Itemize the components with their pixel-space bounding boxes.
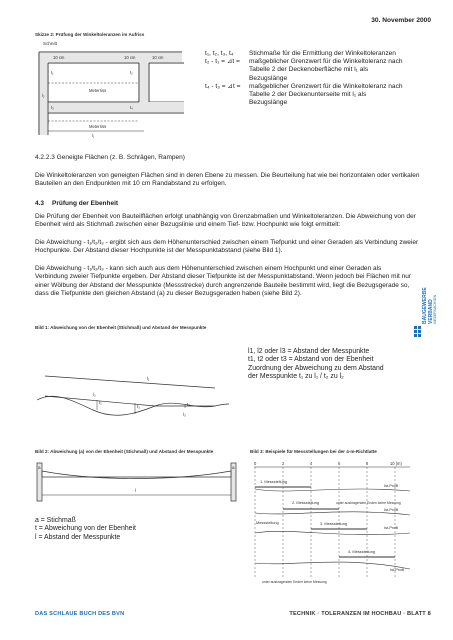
figure3-bottom-note: unter auskragenden Enden keine Messung bbox=[262, 580, 327, 584]
figure3-m3: 3. Messstellung bbox=[320, 521, 348, 526]
figure2-legend-line: a = Stichmaß bbox=[35, 517, 76, 524]
tolerance-legend bbox=[205, 50, 405, 107]
section-43-number: 4.3 bbox=[35, 200, 45, 207]
figure3-m2-note: unter auskragenden Enden keine Messung bbox=[336, 501, 401, 505]
figure3-ist2: Ist-Profil bbox=[384, 507, 399, 512]
logo-square bbox=[418, 334, 421, 337]
tolerance-text: maßgeblicher Grenzwert für die Winkeltoleranz nach Tabelle 2 der Deckenoberfläche mit l₁ als Bezugslänge bbox=[249, 58, 403, 82]
sketch2-dim1: 10 cm bbox=[53, 55, 65, 60]
tolerance-text: maßgeblicher Grenzwert für die Winkeltoleranz nach Tabelle 2 der Deckenunterseite mit l₁ als Bezugslänge bbox=[249, 82, 403, 107]
tolerance-key: t₂ - t₁ = ⊿t = bbox=[205, 58, 240, 66]
sketch2-t2: t₂ bbox=[130, 70, 133, 75]
figure3-scale-tick: 0 bbox=[254, 461, 257, 466]
sketch2-meterriss-bottom: Meterriss bbox=[89, 124, 107, 129]
page-date: 30. November 2000 bbox=[371, 17, 431, 24]
sketch2-t3: t₃ bbox=[51, 105, 54, 110]
sketch2-l1: l₁ bbox=[92, 133, 95, 138]
figure3-m-generic: Messstellung bbox=[256, 520, 279, 525]
figure1-t3: t₃ bbox=[187, 402, 191, 407]
tolerance-legend-row bbox=[205, 83, 405, 108]
figure2-legend bbox=[35, 517, 136, 542]
figure1-legend-line: t1, t2 oder t3 = Abstand von der Ebenheit bbox=[248, 356, 374, 364]
figure1-caption: Bild 1: Abweichung von der Ebenheit (Stichmaß) und Abstand der Messpunkte bbox=[35, 325, 207, 330]
figure3-ist3: Ist-Profil bbox=[384, 525, 399, 530]
ist-profile bbox=[255, 512, 410, 515]
figure2-legend-line: t = Abweichung von der Ebenheit bbox=[35, 525, 136, 533]
logo-square bbox=[418, 326, 421, 329]
reference-line-l1 bbox=[45, 376, 215, 388]
logo-line1: BAUGEWERBE bbox=[422, 287, 428, 324]
figure3-ist1: Ist-Profil bbox=[384, 483, 399, 488]
figure2-legend-line: l = Abstand der Messpunkte bbox=[35, 533, 121, 541]
figure3-m4: 4. Messstellung bbox=[348, 549, 376, 554]
logo-line2: VERBAND bbox=[428, 299, 434, 324]
footer-right: TECHNIK · TOLERANZEN IM HOCHBAU · BLATT 8 bbox=[289, 611, 431, 617]
sketch2-meterriss-top: Meterriss bbox=[89, 88, 107, 93]
logo-square bbox=[418, 330, 421, 333]
figure3-m2: 2. Messstellung bbox=[292, 500, 320, 505]
section-422-text: Die Winkeltoleranzen von geneigten Flächen sind in deren Ebene zu messen. Die Beurteilung hat wie bei horizontalen oder vertikalen Bauteilen an den Endpunkten mit 10 cm Randabstand zu erfolgen. bbox=[35, 172, 420, 188]
figure1-legend-line: Zuordnung der Abweichung zu dem Abstand bbox=[248, 364, 384, 372]
figure3-scale-tick: 10 (m) bbox=[390, 461, 402, 466]
surface-curve bbox=[42, 471, 231, 479]
tolerance-text: Stichmaße für die Ermittlung der Winkeltoleranzen bbox=[249, 50, 396, 57]
figure3-caption: Bild 3: Beispiele für Messstellungen bei der 4-m-Richtlatte bbox=[250, 449, 377, 454]
section-43-title: Prüfung der Ebenheit bbox=[52, 200, 119, 207]
figure1-l3: l₃ bbox=[183, 412, 186, 417]
sketch2-schnitt-label: Schnitt bbox=[43, 41, 58, 46]
sketch2-dim2: 10 cm bbox=[124, 55, 136, 60]
section-43-paragraph: Die Prüfung der Ebenheit von Bauteilflächen erfolgt unabhängig von Grenzabmaßen und Winkeltoleranzen. Die Abweichung von der Ebenheit wird als Stichmaß zwischen einer Bezugslinie und einem Tief- bzw. Hochpunkt wie folgt ermittelt: bbox=[35, 213, 416, 229]
figure1-legend-line: l1, l2 oder l3 = Abstand der Messpunkte bbox=[248, 348, 370, 355]
section-43-paragraph: Die Abweichung - t₁/t₂/t₃ - ergibt sich aus dem Höhenunterschied zwischen einem Tiefpunkt und einer Geraden als Verbindung zweier Hochpunkte. Der Abstand dieser Hochpunkte ist der Messpunktabstand (siehe Bild 1). bbox=[35, 239, 419, 255]
figure2-drawing bbox=[35, 459, 240, 509]
side-logo bbox=[412, 280, 436, 346]
figure1-legend-line: der Messpunkte t₁ zu l₁ / t₂ zu l₂ bbox=[248, 372, 344, 380]
ist-profile bbox=[255, 489, 410, 491]
figure1-l2: l₂ bbox=[93, 392, 96, 397]
logo-square bbox=[414, 330, 417, 333]
logo-line3: NIEDERSACHSEN bbox=[433, 294, 437, 324]
figure1-t2: t₂ bbox=[137, 404, 140, 409]
figure2-a-right: a bbox=[232, 465, 235, 470]
figure1-t1: t₁ bbox=[99, 400, 102, 405]
figure1-legend bbox=[248, 348, 413, 381]
figure1-drawing bbox=[35, 336, 230, 436]
tolerance-key: t₁, t₂, t₃, t₄ bbox=[205, 50, 234, 57]
sketch2-l2: l₂ bbox=[42, 93, 45, 98]
figure3-ist4: Ist-Profil bbox=[390, 567, 405, 572]
figure3-scale-tick: 2 bbox=[282, 461, 285, 466]
section-43-paragraph: Die Abweichung - t₁/t₂/t₃ - kann sich auch aus dem Höhenunterschied zwischen einem Hochpunkt und einer Geraden als Verbindung zweier Tiefpunkte ergeben. Der Abstand dieser Tiefpunkte ist der Messpunktabstand. Wenn jedoch bei Flächen mit nur einer Wölbung der Abstand der Messpunkte (Messstrecke) durch angrenzende Bauteile bestimmt wird, liegt die Bezugsgerade so, dass die Tiefpunkte den gleichen Abstand (a) zu dieser Bezugsgeraden haben (siehe Bild 2). bbox=[35, 265, 412, 297]
figure2-l: l bbox=[135, 488, 137, 493]
ist-profile bbox=[255, 531, 410, 534]
figure3-scale-tick: 6 bbox=[338, 461, 341, 466]
sketch2-t4: t₄ bbox=[130, 105, 133, 110]
logo-square bbox=[414, 334, 417, 337]
figure3-scale-tick: 4 bbox=[310, 461, 313, 466]
sketch2-t1: t₁ bbox=[51, 70, 54, 75]
figure2-a-left: a bbox=[38, 465, 41, 470]
figure3-scale-tick: 8 bbox=[366, 461, 369, 466]
tolerance-key: t₄ - t₃ = ⊿t = bbox=[205, 82, 241, 90]
footer-left: DAS SCHLAUE BUCH DES BVN bbox=[35, 611, 125, 617]
figure3-drawing bbox=[250, 457, 428, 587]
figure3-m1: 1. Messstellung bbox=[260, 479, 288, 484]
sketch2-caption: Skizze 2: Prüfung der Winkeltoleranzen im Aufriss bbox=[35, 32, 145, 37]
section-422-heading: 4.2.2.3 Geneigte Flächen (z. B. Schrägen, Rampen) bbox=[35, 154, 185, 161]
logo-square bbox=[414, 326, 417, 329]
ist-profile bbox=[255, 562, 410, 569]
tolerance-legend-row bbox=[205, 50, 405, 58]
sketch2-dim3: 10 cm bbox=[152, 55, 164, 60]
figure2-caption: Bild 2: Abweichung (a) von der Ebenheit (Stichmaß) und Abstand der Messpunkte bbox=[35, 449, 214, 454]
tolerance-legend-row bbox=[205, 58, 405, 83]
figure1-l1: l₁ bbox=[147, 376, 150, 381]
sketch2-drawing bbox=[34, 47, 186, 139]
